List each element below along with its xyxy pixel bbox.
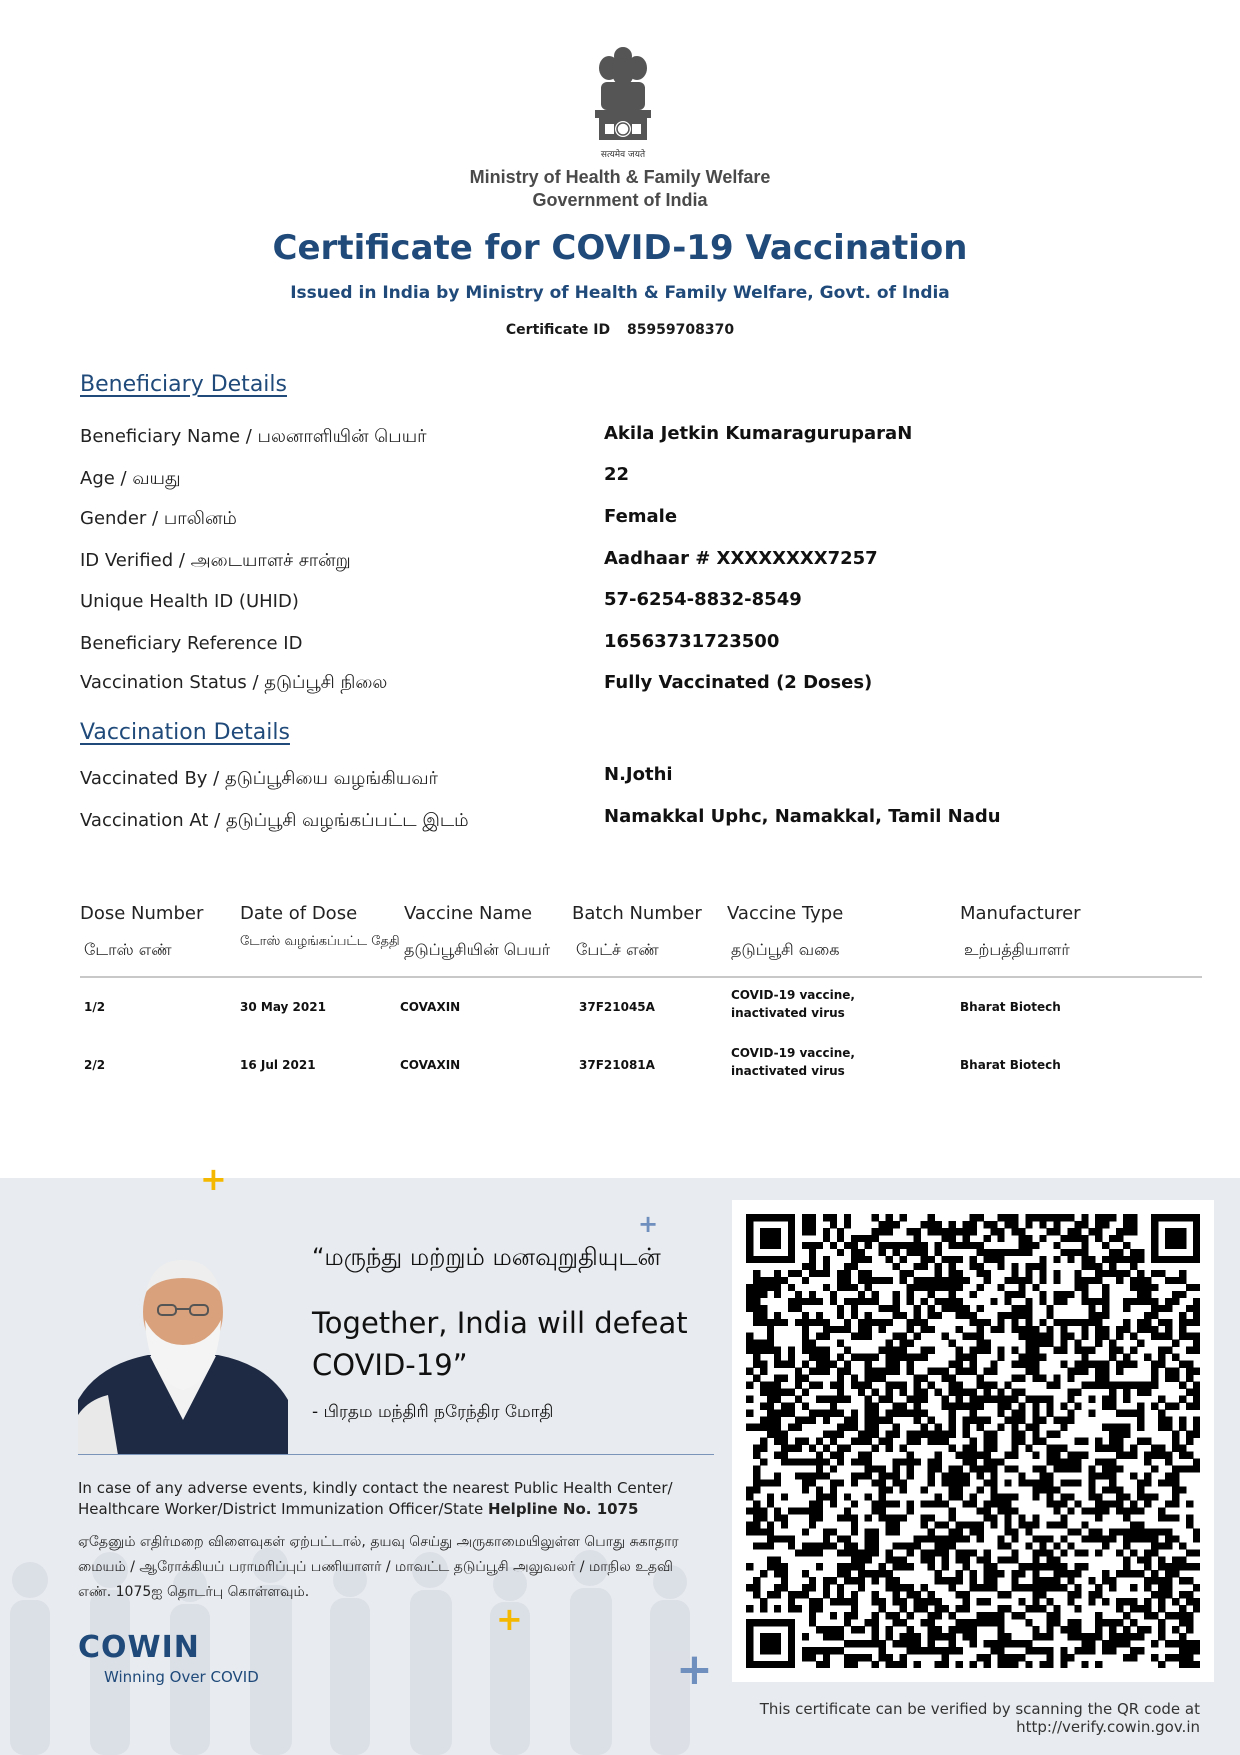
adverse-events-notice-text: In case of any adverse events, kindly contact the nearest Public Health Center/ Healthcare Worker/District Immunization Officer/State [78, 1479, 673, 1518]
certificate-id-row [0, 322, 1240, 338]
cell-vaccine-name: COVAXIN [400, 1000, 461, 1014]
vaccination-at-value: Namakkal Uphc, Namakkal, Tamil Nadu [604, 806, 1001, 827]
cell-date: 16 Jul 2021 [240, 1058, 316, 1072]
quote-attribution: - பிரதம மந்திரி நரேந்திர மோதி [312, 1402, 554, 1422]
id-verified-label: ID Verified / அடையாளச் சான்று [80, 550, 351, 571]
vaccinated-by-value: N.Jothi [604, 764, 673, 785]
cell-dose: 2/2 [84, 1058, 106, 1072]
vaccination-status-value: Fully Vaccinated (2 Doses) [604, 672, 873, 693]
quote-tamil: “மருந்து மற்றும் மனவுறுதியுடன் [312, 1243, 661, 1271]
emblem-motto: सत्यमेव जयते [600, 150, 646, 160]
cell-dose: 1/2 [84, 1000, 106, 1014]
vaccination-status-label: Vaccination Status / தடுப்பூசி நிலை [80, 672, 388, 693]
th-manufacturer-ta: உற்பத்தியாளர் [964, 940, 1070, 959]
page-subtitle: Issued in India by Ministry of Health & Family Welfare, Govt. of India [290, 283, 950, 303]
decorative-plus-icon: + [496, 1600, 523, 1638]
decorative-plus-icon: + [638, 1210, 659, 1238]
verification-qr-code [746, 1214, 1200, 1668]
footer-divider [78, 1454, 714, 1455]
beneficiary-reference-id-label: Beneficiary Reference ID [80, 633, 303, 654]
certificate-id-label: Certificate ID [505, 322, 611, 338]
page-title: Certificate for COVID-19 Vaccination [272, 228, 968, 268]
national-emblem-icon [585, 44, 661, 162]
qr-code-card [732, 1200, 1214, 1682]
th-batch-number-ta: பேட்ச் எண் [576, 940, 659, 959]
gender-label: Gender / பாலினம் [80, 508, 237, 529]
adverse-events-notice-tamil: ஏதேனும் எதிர்மறை விளைவுகள் ஏற்பட்டால், தயவு செய்து அருகாமையிலுள்ள பொது சுகாதார மையம் / ஆரோக்கியப் பராமரிப்புப் பணியாளர் / மாவட்ட தடுப்பூசி அலுவலர் / மாநில உதவி எண். 1075ஐ தொடர்பு கொள்ளவும். [78, 1534, 679, 1600]
vaccination-details-heading: Vaccination Details [80, 720, 290, 745]
th-vaccine-type: Vaccine Type [727, 903, 844, 924]
beneficiary-details-heading: Beneficiary Details [80, 372, 287, 397]
prime-minister-portrait [78, 1250, 288, 1455]
cowin-logo-text: COWIN [78, 1630, 200, 1665]
cell-vaccine-type: COVID-19 vaccine, inactivated virus [731, 1046, 855, 1078]
th-manufacturer: Manufacturer [960, 903, 1081, 924]
cell-vaccine-type: COVID-19 vaccine, inactivated virus [731, 988, 855, 1020]
th-date-of-dose-ta: டோஸ் வழங்கப்பட்ட தேதி [240, 934, 400, 949]
th-dose-number: Dose Number [80, 903, 204, 924]
uhid-label: Unique Health ID (UHID) [80, 591, 299, 612]
vaccination-at-label: Vaccination At / தடுப்பூசி வழங்கப்பட்ட இடம் [80, 810, 469, 831]
th-vaccine-name-ta: தடுப்பூசியின் பெயர் [404, 940, 551, 959]
cell-manufacturer: Bharat Biotech [960, 1000, 1061, 1014]
verification-url: http://verify.cowin.gov.in [1016, 1718, 1200, 1736]
th-vaccine-name: Vaccine Name [404, 903, 533, 924]
verification-note [700, 1700, 1200, 1736]
age-label: Age / வயது [80, 468, 181, 489]
th-batch-number: Batch Number [572, 903, 702, 924]
th-date-of-dose: Date of Dose [240, 903, 358, 924]
beneficiary-name-value: Akila Jetkin KumaraguruparaN [604, 423, 913, 444]
certificate-id-value: 85959708370 [626, 322, 735, 338]
cell-manufacturer: Bharat Biotech [960, 1058, 1061, 1072]
th-dose-number-ta: டோஸ் எண் [84, 940, 172, 959]
ministry-name: Ministry of Health & Family Welfare [469, 167, 771, 187]
uhid-value: 57-6254-8832-8549 [604, 589, 802, 610]
table-header-divider [80, 976, 1202, 978]
cell-batch: 37F21081A [579, 1058, 655, 1072]
cell-date: 30 May 2021 [240, 1000, 326, 1014]
cowin-tagline: Winning Over COVID [104, 1668, 259, 1686]
gender-value: Female [604, 506, 678, 527]
decorative-plus-icon: + [676, 1644, 713, 1695]
th-vaccine-type-ta: தடுப்பூசி வகை [731, 940, 840, 959]
decorative-plus-icon: + [200, 1160, 227, 1198]
quote-english: Together, India will defeat COVID-19” [312, 1306, 688, 1382]
helpline-number: Helpline No. 1075 [487, 1500, 639, 1518]
government-name: Government of India [532, 190, 708, 210]
beneficiary-reference-id-value: 16563731723500 [604, 631, 780, 652]
age-value: 22 [604, 464, 630, 485]
verification-note-text: This certificate can be verified by scanning the QR code at [759, 1700, 1200, 1718]
cowin-logo [78, 1630, 200, 1665]
vaccinated-by-label: Vaccinated By / தடுப்பூசியை வழங்கியவர் [80, 768, 438, 789]
adverse-events-notice [78, 1478, 678, 1520]
id-verified-value: Aadhaar # XXXXXXXX7257 [604, 548, 878, 569]
cell-vaccine-name: COVAXIN [400, 1058, 461, 1072]
beneficiary-name-label: Beneficiary Name / பலனாளியின் பெயர் [80, 426, 427, 447]
cell-batch: 37F21045A [579, 1000, 655, 1014]
